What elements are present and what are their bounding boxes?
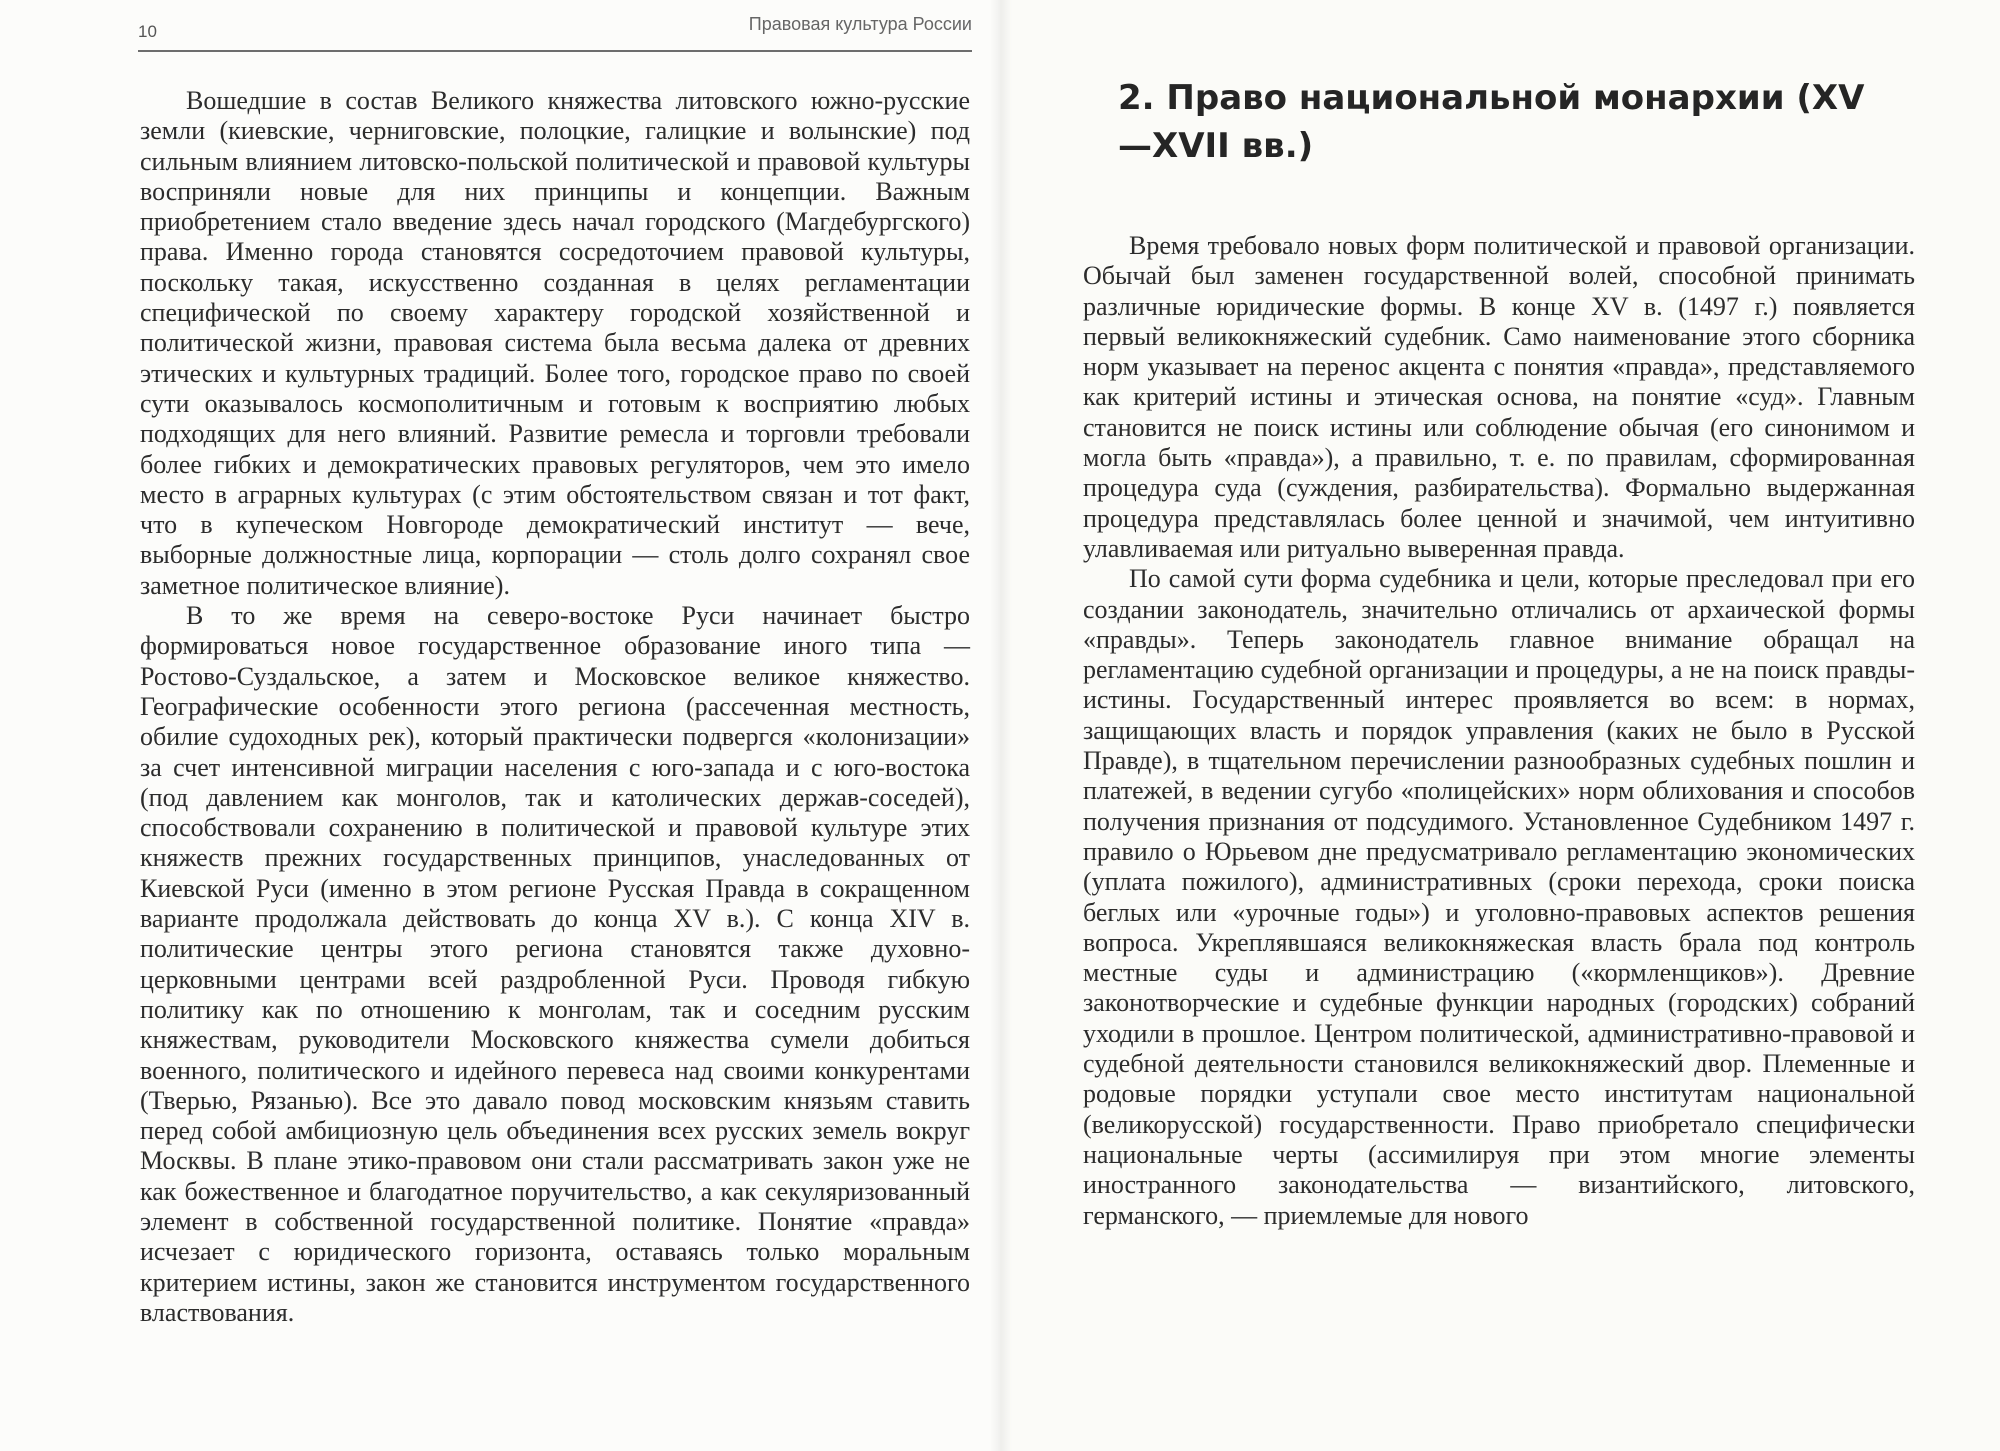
section-heading: 2. Право национальной монархии (XV—XVII вв.) xyxy=(1118,78,1865,166)
left-paragraph-1: Вошедшие в состав Великого княжества литовского южно-русские земли (киевские, черниговские, полоцкие, галицкие и волынские) под сильным влиянием литовско-польской политической и правовой культуры восприняли новые для них принципы и концепции. Важным приобретением стало введение здесь начал городского (Магдебургского) права. Именно города становятся сосредоточием правовой культуры, поскольку такая, искусственно созданная в целях регламентации специфической по своему характеру городской хозяйственной и политической жизни, правовая система была весьма далека от древних этических и культурных традиций. Более того, городское право по своей сути оказывалось космополитичным и готовым к восприятию любых подходящих для него влияний. Развитие ремесла и торговли требовали более гибких и демократических правовых регуляторов, чем это имело место в аграрных культурах (с этим обстоятельством связан и тот факт, что в купеческом Новгороде демократический институт — вече, выборные должностные лица, корпорации — столь долго сохранял свое заметное политическое влияние). xyxy=(140,86,970,600)
book-gutter xyxy=(990,0,1012,1451)
page-number: 10 xyxy=(138,22,157,41)
right-paragraph-1: Время требовало новых форм политической и правовой организации. Обычай был заменен государственной волей, способной принимать различные юридические формы. В конце XV в. (1497 г.) появляется первый великокняжеский судебник. Само наименование этого сборника норм указывает на перенос акцента с понятия «правда», представляемого как критерий истины и этическая основа, на понятие «суд». Главным становится не поиск истины или соблюдение обычая (его синонимом и могла быть «правда»), а правильно, т. е. по правилам, сформированная процедура суда (суждения, разбирательства). Формально выдержанная процедура представлялась более ценной и значимой, чем интуитивно улавливаемая или ритуально выверенная правда. xyxy=(1083,231,1915,563)
left-paragraph-2: В то же время на северо-востоке Руси начинает быстро формироваться новое государственное образование иного типа — Ростово-Суздальское, а затем и Московское великое княжество. Географические особенности этого региона (рассеченная местность, обилие судоходных рек), который практически подвергся «колонизации» за счет интенсивной миграции населения с юго-запада и с юго-востока (под давлением как монголов, так и католических держав-соседей), способствовали сохранению в политической и правовой культуре этих княжеств прежних государственных принципов, унаследованных от Киевской Руси (именно в этом регионе Русская Правда в сокращенном варианте продолжала действовать до конца XV в.). С конца XIV в. политические центры этого региона становятся также духовно-церковными центрами всей раздробленной Руси. Проводя гибкую политику как по отношению к монголам, так и соседним русским княжествам, руководители Московского княжества сумели добиться военного, политического и идейного перевеса над своими конкурентами (Тверью, Рязанью). Все это давало повод московским князьям ставить перед собой амбициозную цель объединения всех русских земель вокруг Москвы. В плане этико-правовом они стали рассматривать закон уже не как божественное и благодатное поручительство, а как секуляризованный элемент в собственной государственной политике. Понятие «правда» исчезает с юридического горизонта, оставаясь только моральным критерием истины, закон же становится инструментом государственного властвования. xyxy=(140,601,970,1327)
running-head xyxy=(138,14,972,52)
running-title: Правовая культура России xyxy=(748,14,972,34)
right-paragraph-2: По самой сути форма судебника и цели, которые преследовал при его создании законодатель, значительно отличались от архаической формы «правды». Теперь законодатель главное внимание обращал на регламентацию судебной организации и процедуры, а не на поиск правды-истины. Государственный интерес проявляется во всем: в нормах, защищающих власть и порядок управления (каких не было в Русской Правде), в тщательном перечислении разнообразных судебных пошлин и платежей, в ведении сугубо «полицейских» норм облихования и способов получения признания от подсудимого. Установленное Судебником 1497 г. правило о Юрьевом дне предусматривало регламентацию экономических (уплата пожилого), административных (сроки перехода, сроки поиска беглых или «урочные годы») и уголовно-правовых аспектов решения вопроса. Укреплявшаяся великокняжеская власть брала под контроль местные суды и администрацию («кормленщиков»). Древние законотворческие и судебные функции народных (городских) собраний уходили в прошлое. Центром политической, административно-правовой и судебной деятельности становился великокняжеский двор. Племенные и родовые порядки уступали свое место институтам национальной (великорусской) государственности. Право приобретало специфически национальные черты (ассимилируя при этом многие элементы иностранного законодательства — византийского, литовского, германского, — приемлемые для нового xyxy=(1083,564,1915,1230)
left-body-text xyxy=(140,86,970,1328)
right-body-text xyxy=(1083,231,1915,1231)
